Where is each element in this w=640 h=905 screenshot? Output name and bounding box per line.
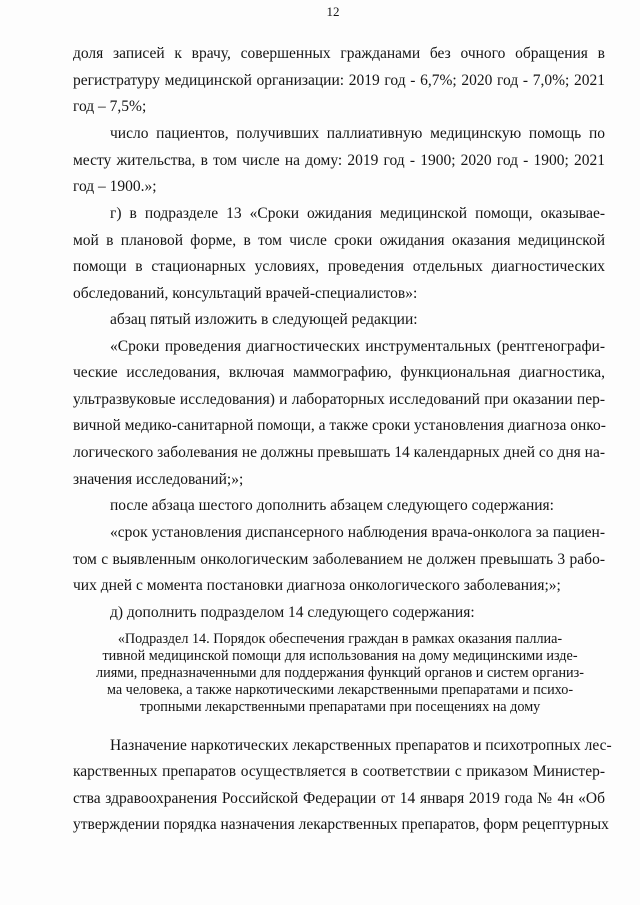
subsection-heading-line: тивной медицинской помощи для использования на дому медицинскими изде- — [102, 648, 578, 664]
text-line: карственных препаратов осуществляется в соответствии с приказом Министер- — [73, 763, 605, 780]
text-line: месту жительства, в том числе на дому: 2019 год - 1900; 2020 год - 1900; 2021 — [73, 152, 605, 169]
text-line: «Сроки проведения диагностических инструментальных (рентгенографи- — [110, 338, 605, 355]
text-line: значения исследований;»; — [73, 471, 244, 488]
text-line: чих дней с момента постановки диагноза онкологического заболевания;»; — [73, 577, 561, 594]
text-line: год – 1900.»; — [73, 178, 157, 195]
text-line: ультразвуковые исследования) и лабораторных исследований при оказании пер- — [73, 391, 605, 408]
text-line: «срок установления диспансерного наблюдения врача-онколога за пациен- — [110, 524, 605, 541]
text-line: г) в подразделе 13 «Сроки ожидания медицинской помощи, оказывае- — [110, 205, 605, 222]
subsection-heading-line: ма человека, а также наркотическими лекарственными препаратами и психо- — [106, 682, 574, 698]
text-line: Назначение наркотических лекарственных препаратов и психотропных лес- — [110, 737, 612, 754]
text-line: ства здравоохранения Российской Федерации от 14 января 2019 года № 4н «Об — [73, 790, 605, 807]
subsection-heading-line: тропными лекарственными препаратами при посещениях на дому — [139, 699, 541, 715]
text-line: логического заболевания не должны превышать 14 календарных дней со дня на- — [73, 444, 605, 461]
text-line: ческие исследования, включая маммографию, функциональная диагностика, — [73, 364, 605, 381]
text-line: помощи в стационарных условиях, проведения отдельных диагностических — [73, 258, 605, 275]
text-line: доля записей к врачу, совершенных гражданами без очного обращения в — [73, 45, 605, 62]
text-line: том с выявленным онкологическим заболеванием не должен превышать 3 рабо- — [73, 551, 605, 568]
text-line: число пациентов, получивших паллиативную медицинскую помощь по — [110, 125, 605, 142]
text-line: д) дополнить подразделом 14 следующего содержания: — [110, 604, 475, 621]
text-line: год – 7,5%; — [73, 98, 147, 115]
text-line: регистратуру медицинской организации: 2019 год - 6,7%; 2020 год - 7,0%; 2021 — [73, 72, 605, 89]
text-line: утверждении порядка назначения лекарственных препаратов, форм рецептурных — [73, 816, 609, 833]
text-line: абзац пятый изложить в следующей редакции: — [110, 311, 418, 328]
text-line: мой в плановой форме, в том числе сроки ожидания оказания медицинской — [73, 232, 605, 249]
text-line: обследований, консультаций врачей-специалистов»: — [73, 285, 418, 302]
text-line: вичной медико-санитарной помощи, а также сроки установления диагноза онко- — [73, 417, 606, 434]
subsection-heading-line: «Подраздел 14. Порядок обеспечения граждан в рамках оказания паллиа- — [117, 631, 563, 647]
page-number: 12 — [326, 4, 340, 19]
text-line: после абзаца шестого дополнить абзацем следующего содержания: — [110, 497, 554, 514]
subsection-heading-line: лиями, предназначенными для поддержания функций органов и систем организ- — [96, 665, 584, 681]
